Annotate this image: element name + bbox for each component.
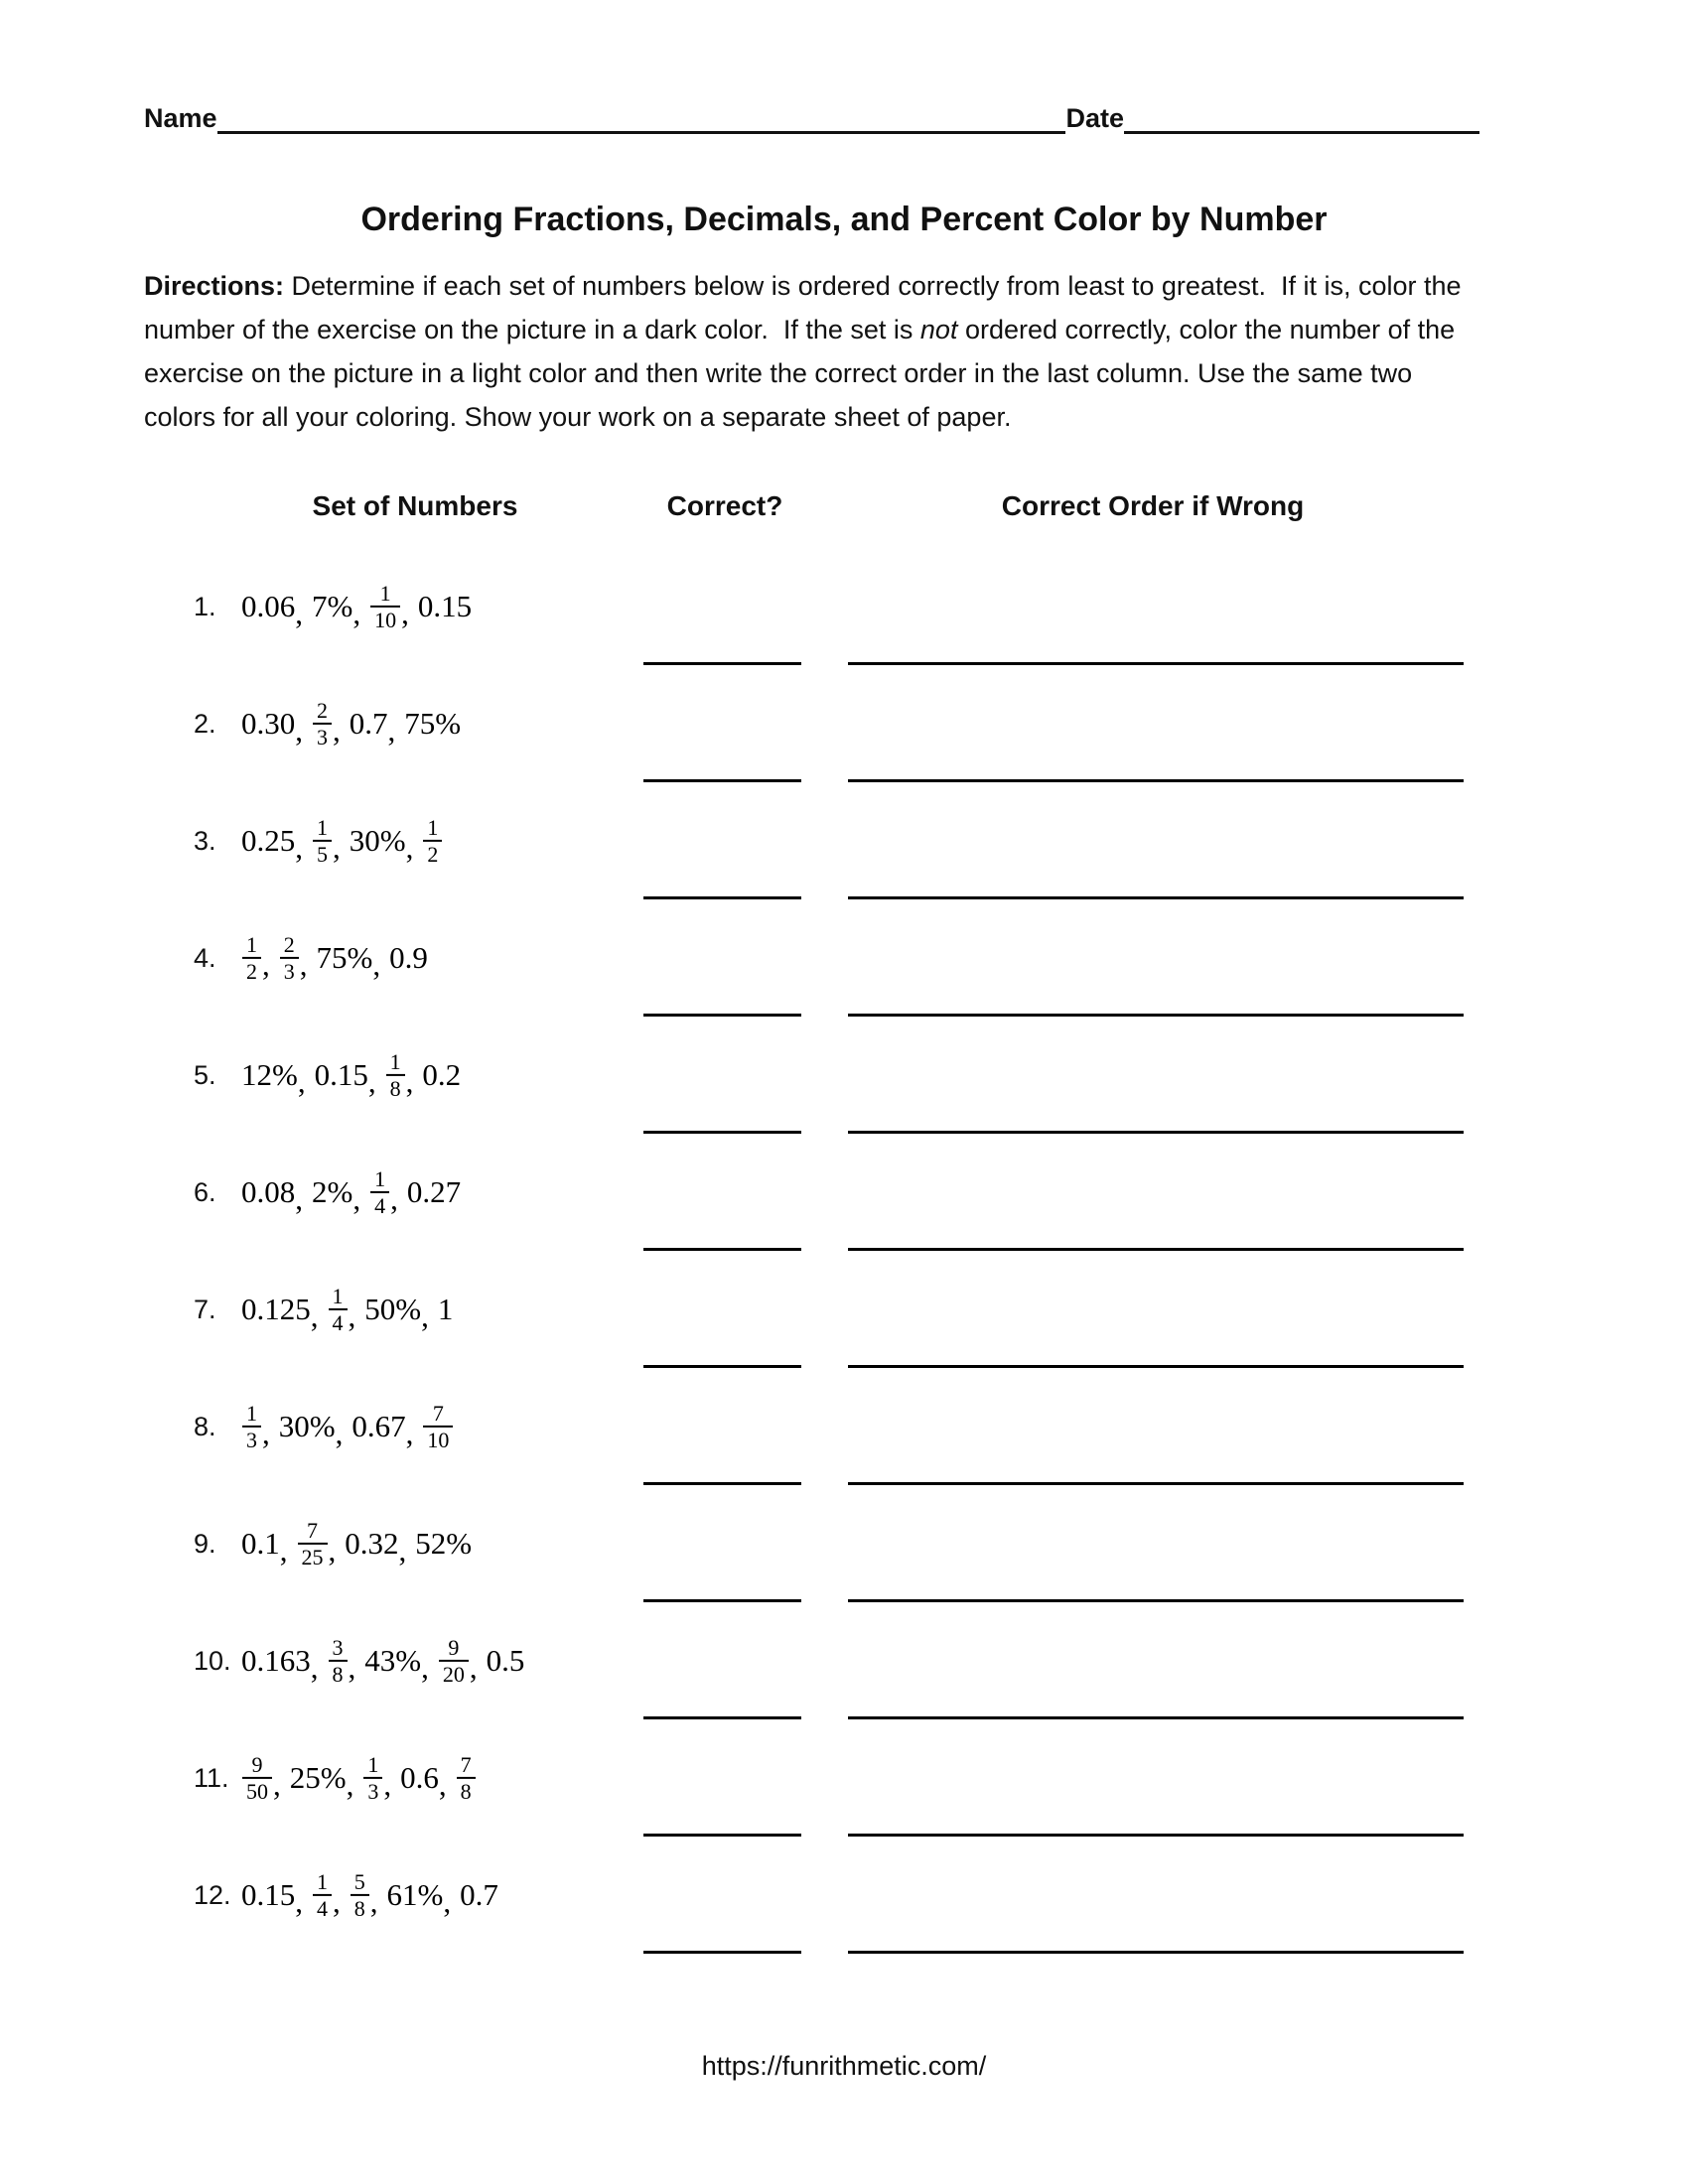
comma-separator: , [335,1416,344,1451]
number-token: 0.30 [241,706,296,741]
problem-set-of-numbers [194,1753,477,1803]
number-token: 7% [312,589,353,623]
problem-row [144,782,1479,899]
problem-row [144,548,1479,665]
fraction [313,1870,332,1920]
problem-number: 7. [194,1294,216,1324]
fraction-denominator: 8 [386,1074,405,1100]
number-token: 12% [241,1057,298,1092]
number-token: 30% [278,1409,336,1443]
fraction-denominator: 20 [439,1660,469,1686]
comma-separator: , [333,830,341,866]
name-label: Name [144,102,217,133]
number-token: 0.32 [345,1526,399,1561]
comma-separator: , [367,1064,376,1100]
comma-separator: , [348,1650,356,1686]
column-header-set-of-numbers: Set of Numbers [312,490,518,521]
comma-separator: , [443,1884,452,1920]
fraction-denominator: 3 [313,723,332,749]
fraction [280,933,299,983]
comma-separator: , [387,713,396,749]
problem-row [144,1719,1479,1837]
problem-number: 6. [194,1176,216,1207]
comma-separator: , [352,596,361,631]
problem-expression [241,1519,472,1569]
number-token: 0.15 [241,1877,296,1912]
fraction [242,933,261,983]
comma-separator: , [262,1416,270,1451]
problem-expression [241,1050,461,1100]
fraction [423,1402,453,1451]
date-blank-line[interactable] [1124,97,1479,134]
problem-number: 10. [194,1645,231,1676]
comma-separator: , [333,1884,341,1920]
fraction [242,1753,272,1803]
name-date-row [144,97,1479,134]
fraction-numerator: 9 [448,1634,460,1660]
fraction-denominator: 3 [280,957,299,983]
problem-number: 2. [194,708,216,739]
problem-row [144,1251,1479,1368]
comma-separator: , [421,1650,429,1686]
fraction [313,699,332,749]
comma-separator: , [295,1884,303,1920]
problem-set-of-numbers [194,1636,524,1686]
fraction-denominator: 8 [457,1777,476,1803]
problem-number: 9. [194,1528,216,1559]
fraction-denominator: 3 [242,1426,261,1451]
problem-row [144,899,1479,1017]
number-token: 0.125 [241,1292,311,1326]
column-header-correct: Correct? [666,490,783,521]
fraction-numerator: 1 [317,814,328,840]
number-token: 25% [289,1760,347,1795]
number-token: 0.2 [422,1057,462,1092]
fraction-numerator: 7 [460,1751,472,1777]
page-title: Ordering Fractions, Decimals, and Percent Color by Number [360,201,1328,238]
fraction-numerator: 1 [389,1048,401,1074]
fraction-numerator: 2 [283,931,295,957]
problem-number: 8. [194,1411,216,1441]
comma-separator: , [310,1298,319,1334]
fraction-numerator: 7 [432,1400,444,1426]
comma-separator: , [346,1767,354,1803]
problem-row [144,1368,1479,1485]
problem-expression [241,1285,453,1334]
comma-separator: , [401,596,409,631]
number-token: 61% [386,1877,444,1912]
fraction-denominator: 50 [242,1777,272,1803]
problem-row [144,1485,1479,1602]
problem-expression [241,1402,454,1451]
problem-expression [241,933,428,983]
problem-row [144,665,1479,782]
fraction-numerator: 1 [246,1400,257,1426]
fraction-denominator: 2 [242,957,261,983]
comma-separator: , [262,947,270,983]
column-header-correct-order: Correct Order if Wrong [1001,490,1305,521]
number-token: 75% [404,706,462,741]
problems-list [144,548,1479,1954]
number-token: 43% [364,1643,422,1678]
comma-separator: , [348,1298,356,1334]
comma-separator: , [297,1064,306,1100]
problem-set-of-numbers [194,816,443,866]
fraction [329,1636,348,1686]
fraction-denominator: 8 [329,1660,348,1686]
fraction-numerator: 1 [367,1751,379,1777]
problem-expression [241,816,443,866]
fraction-denominator: 10 [370,606,400,631]
comma-separator: , [405,1064,414,1100]
number-token: 0.5 [486,1643,525,1678]
correct-blank-line[interactable] [643,1951,801,1954]
comma-separator: , [295,596,303,631]
comma-separator: , [421,1298,429,1334]
number-token: 0.15 [314,1057,368,1092]
problem-expression [241,1636,524,1686]
comma-separator: , [405,1416,414,1451]
fraction-denominator: 8 [351,1894,369,1920]
number-token: 1 [437,1292,454,1326]
fraction-denominator: 3 [363,1777,382,1803]
number-token: 50% [364,1292,422,1326]
comma-separator: , [310,1650,319,1686]
name-blank-line[interactable] [217,97,1066,134]
fraction [386,1050,405,1100]
fraction [370,1167,389,1217]
directions-text-2: ordered correctly, color the number of the exercise on the picture in a light color and then write the correct order in the last column. Use the same two colors for all your coloring. Show your work on a separate sheet of paper. [144,315,1463,432]
problem-number: 3. [194,825,216,856]
fraction-numerator: 2 [317,697,328,723]
comma-separator: , [372,947,381,983]
number-token: 52% [415,1526,473,1561]
number-token: 0.15 [417,589,473,623]
footer-url: https://funrithmetic.com/ [701,2051,987,2081]
problem-expression [241,1870,498,1920]
number-token: 0.25 [241,823,296,858]
problem-set-of-numbers [194,1050,461,1100]
comma-separator: , [333,713,341,749]
fraction-denominator: 2 [423,840,442,866]
problem-number: 5. [194,1059,216,1090]
problem-number: 12. [194,1879,231,1910]
fraction-numerator: 5 [353,1868,365,1894]
problem-expression [241,699,461,749]
number-token: 0.7 [460,1877,498,1912]
problem-number: 1. [194,591,216,621]
problem-row [144,1134,1479,1251]
comma-separator: , [295,1181,303,1217]
fraction-denominator: 25 [298,1543,328,1569]
directions-paragraph [144,264,1486,439]
fraction-numerator: 7 [307,1517,318,1543]
fraction [298,1519,328,1569]
fraction [329,1285,348,1334]
fraction-denominator: 10 [423,1426,453,1451]
fraction-numerator: 1 [317,1868,328,1894]
fraction-numerator: 9 [251,1751,263,1777]
number-token: 30% [349,823,406,858]
comma-separator: , [352,1181,361,1217]
fraction-numerator: 1 [427,814,439,840]
fraction-numerator: 1 [332,1283,344,1308]
comma-separator: , [405,830,414,866]
fraction-denominator: 5 [313,840,332,866]
comma-separator: , [438,1767,447,1803]
comma-separator: , [390,1181,398,1217]
date-label: Date [1065,102,1124,133]
number-token: 0.9 [389,940,428,975]
problem-expression [241,1753,477,1803]
comma-separator: , [383,1767,392,1803]
fraction-numerator: 1 [379,580,391,606]
problem-row [144,1602,1479,1719]
directions-not-italic: not [919,315,958,344]
fraction [370,582,400,631]
comma-separator: , [279,1533,288,1569]
number-token: 0.08 [241,1174,296,1209]
number-token: 0.6 [400,1760,439,1795]
comma-separator: , [295,830,303,866]
problem-set-of-numbers [194,699,461,749]
directions-label: Directions: [144,271,285,301]
fraction [363,1753,382,1803]
problem-set-of-numbers [194,1402,454,1451]
number-token: 2% [312,1174,353,1209]
problem-set-of-numbers [194,1519,472,1569]
problem-row [144,1837,1479,1954]
number-token: 75% [316,940,373,975]
problem-set-of-numbers [194,933,428,983]
comma-separator: , [369,1884,378,1920]
fraction-numerator: 1 [374,1165,386,1191]
directions-text-1: Determine if each set of numbers below is ordered correctly from least to greatest. If it is, color the number of the exercise on the picture in a dark color. If the set is [144,271,1470,344]
number-token: 0.7 [349,706,388,741]
comma-separator: , [328,1533,337,1569]
problem-set-of-numbers [194,1870,498,1920]
problem-set-of-numbers [194,582,472,631]
number-token: 0.27 [406,1174,462,1209]
fraction [423,816,442,866]
number-token: 0.1 [241,1526,280,1561]
problem-number: 11. [194,1762,229,1793]
comma-separator: , [273,1767,281,1803]
problem-expression [241,582,472,631]
problem-set-of-numbers [194,1167,461,1217]
number-token: 0.06 [241,589,296,623]
correct-order-blank-line[interactable] [848,1951,1464,1954]
fraction [313,816,332,866]
fraction-numerator: 1 [246,931,257,957]
fraction [439,1636,469,1686]
problem-set-of-numbers [194,1285,453,1334]
comma-separator: , [398,1533,407,1569]
fraction-denominator: 4 [329,1308,348,1334]
problem-number: 4. [194,942,216,973]
fraction [242,1402,261,1451]
comma-separator: , [469,1650,478,1686]
problem-expression [241,1167,461,1217]
number-token: 0.163 [241,1643,311,1678]
fraction [457,1753,476,1803]
fraction-denominator: 4 [313,1894,332,1920]
comma-separator: , [299,947,308,983]
fraction-denominator: 4 [370,1191,389,1217]
fraction [351,1870,369,1920]
comma-separator: , [295,713,303,749]
fraction-numerator: 3 [332,1634,344,1660]
number-token: 0.67 [352,1409,406,1443]
problem-row [144,1017,1479,1134]
